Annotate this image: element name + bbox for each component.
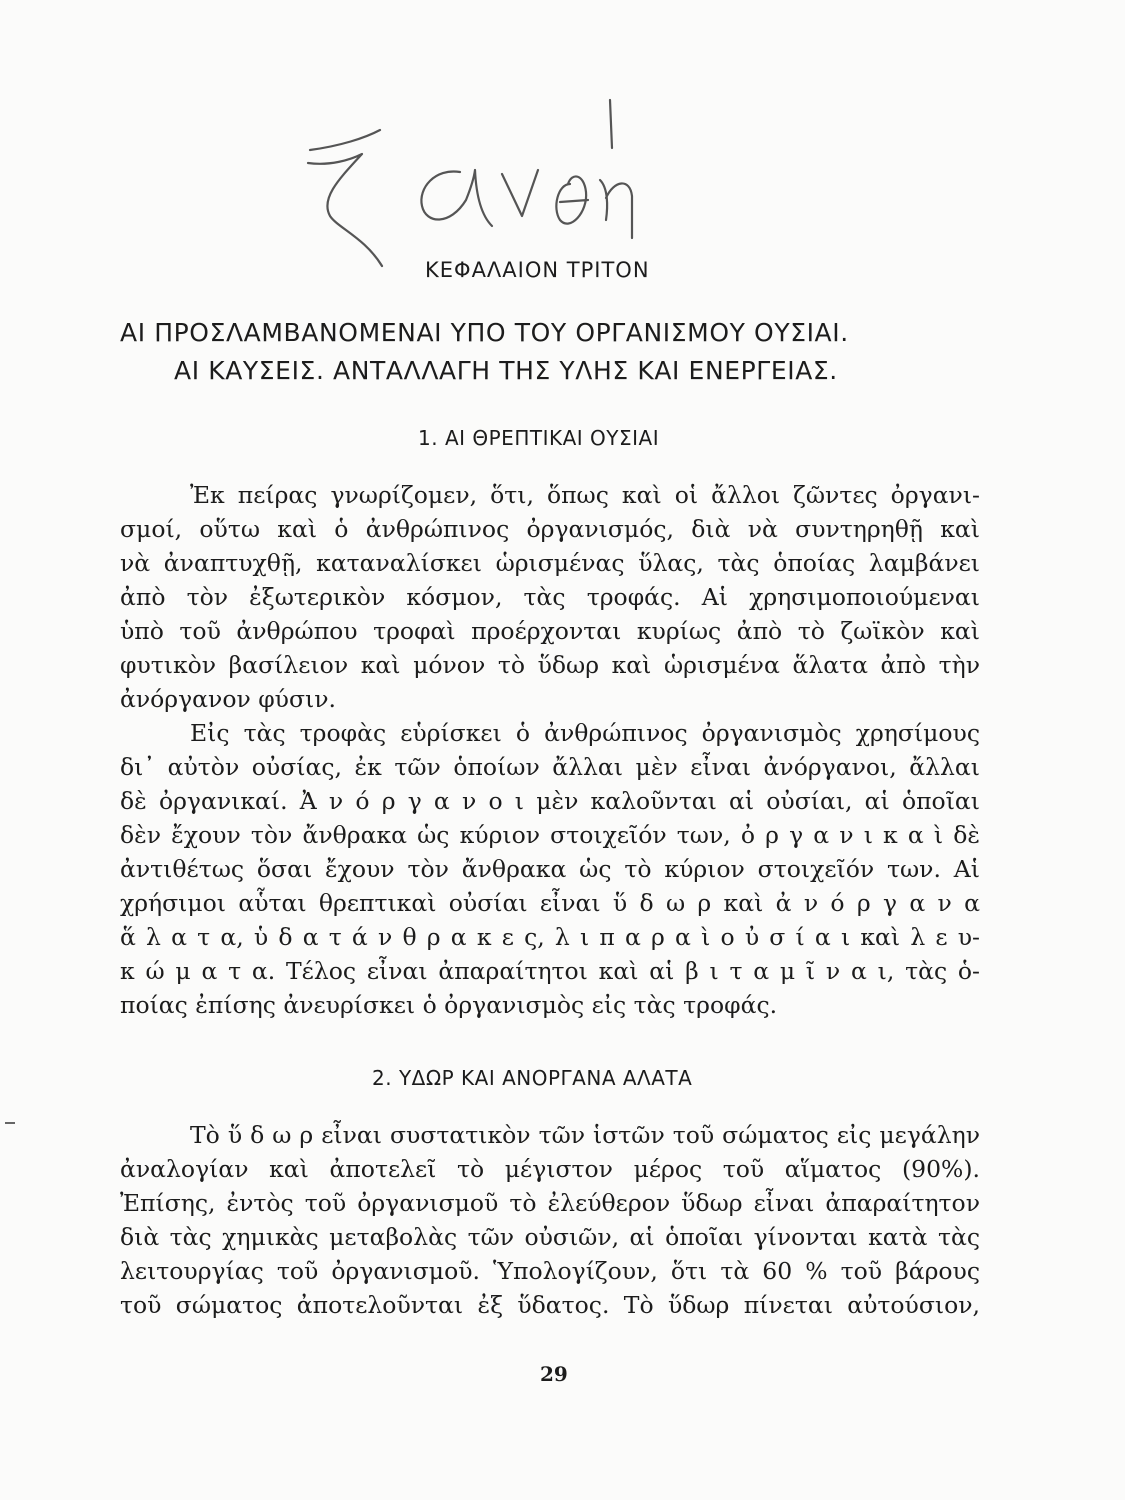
- text-line: διὰ τὰς χημικὰς μεταβολὰς τῶν οὐσιῶν, αἱ ὁποῖαι γίνονται κατὰ τὰς: [120, 1223, 980, 1251]
- section-heading-nutrients: 1. ΑΙ ΘΡΕΠΤΙΚΑΙ ΟΥΣΙΑΙ: [418, 426, 660, 450]
- text-line: ποίας ἐπίσης ἀνευρίσκει ὁ ὀργανισμὸς εἰς τὰς τροφάς.: [120, 991, 778, 1019]
- text-line: Ἐκ πείρας γνωρίζομεν, ὅτι, ὅπως καὶ οἱ ἄλλοι ζῶντες ὀργανι-: [190, 481, 980, 509]
- text-line: ὑπὸ τοῦ ἀνθρώπου τροφαὶ προέρχονται κυρίως ἀπὸ τὸ ζωϊκὸν καὶ: [120, 617, 980, 645]
- page-number: 29: [540, 1362, 568, 1386]
- text-line: κ ώ μ α τ α. Τέλος εἶναι ἀπαραίτητοι καὶ αἱ β ι τ α μ ῖ ν α ι, τὰς ὁ-: [120, 957, 980, 985]
- text-line: ἀντιθέτως ὅσαι ἔχουν τὸν ἄνθρακα ὡς τὸ κύριον στοιχεῖόν των. Αἱ: [120, 855, 980, 883]
- text-line: λειτουργίας τοῦ ὀργανισμοῦ. Ὑπολογίζουν, ὅτι τὰ 60 % τοῦ βάρους: [120, 1257, 980, 1285]
- text-line: ἅ λ α τ α, ὑ δ α τ ά ν θ ρ α κ ε ς, λ ι π α ρ α ὶ ο ὐ σ ί α ι καὶ λ ε υ-: [120, 923, 980, 951]
- text-line: Ἐπίσης, ἐντὸς τοῦ ὀργανισμοῦ τὸ ἐλεύθερον ὕδωρ εἶναι ἀπαραίτητον: [120, 1189, 980, 1217]
- text-line: χρήσιμοι αὗται θρεπτικαὶ οὐσίαι εἶναι ὕ δ ω ρ καὶ ἀ ν ό ρ γ α ν α: [120, 889, 980, 917]
- margin-mark: [5, 1122, 15, 1124]
- text-line: ἀναλογίαν καὶ ἀποτελεῖ τὸ μέγιστον μέρος τοῦ αἵματος (90%).: [120, 1155, 980, 1183]
- text-line: ἀπὸ τὸν ἐξωτερικὸν κόσμον, τὰς τροφάς. Αἱ χρησιμοποιούμεναι: [120, 583, 980, 611]
- text-line: ἀνόργανον φύσιν.: [120, 685, 336, 713]
- text-line: φυτικὸν βασίλειον καὶ μόνον τὸ ὕδωρ καὶ ὡρισμένα ἅλατα ἀπὸ τὴν: [120, 651, 980, 679]
- text-line: δὲ ὀργανικαί. Ἀ ν ό ρ γ α ν ο ι μὲν καλοῦνται αἱ οὐσίαι, αἱ ὁποῖαι: [120, 787, 980, 815]
- section-heading-water: 2. ΥΔΩΡ ΚΑΙ ΑΝΟΡΓΑΝΑ ΑΛΑΤΑ: [372, 1066, 693, 1090]
- text-line: Τὸ ὕ δ ω ρ εἶναι συστατικὸν τῶν ἱστῶν τοῦ σώματος εἰς μεγάλην: [190, 1121, 980, 1149]
- chapter-label: ΚΕΦΑΛΑΙΟΝ ΤΡΙΤΟΝ: [425, 258, 650, 282]
- chapter-title-line-2: ΑΙ ΚΑΥΣΕΙΣ. ΑΝΤΑΛΛΑΓΗ ΤΗΣ ΥΛΗΣ ΚΑΙ ΕΝΕΡΓΕΙΑΣ.: [174, 356, 838, 385]
- text-line: νὰ ἀναπτυχθῇ, καταναλίσκει ὡρισμένας ὕλας, τὰς ὁποίας λαμβάνει: [120, 549, 980, 577]
- chapter-title-line-1: ΑΙ ΠΡΟΣΛΑΜΒΑΝΟΜΕΝΑΙ ΥΠΟ ΤΟΥ ΟΡΓΑΝΙΣΜΟΥ ΟΥΣΙΑΙ.: [120, 318, 849, 347]
- text-line: δι᾽ αὐτὸν οὐσίας, ἐκ τῶν ὁποίων ἄλλαι μὲν εἶναι ἀνόργανοι, ἄλλαι: [120, 753, 980, 781]
- text-line: σμοί, οὕτω καὶ ὁ ἀνθρώπινος ὀργανισμός, διὰ νὰ συντηρηθῇ καὶ: [120, 515, 980, 543]
- text-line: Εἰς τὰς τροφὰς εὑρίσκει ὁ ἀνθρώπινος ὀργανισμὸς χρησίμους: [190, 719, 980, 747]
- text-line: δὲν ἔχουν τὸν ἄνθρακα ὡς κύριον στοιχεῖόν των, ὀ ρ γ α ν ι κ α ὶ δὲ: [120, 821, 980, 849]
- text-line: τοῦ σώματος ἀποτελοῦνται ἐξ ὕδατος. Τὸ ὕδωρ πίνεται αὐτούσιον,: [120, 1291, 980, 1319]
